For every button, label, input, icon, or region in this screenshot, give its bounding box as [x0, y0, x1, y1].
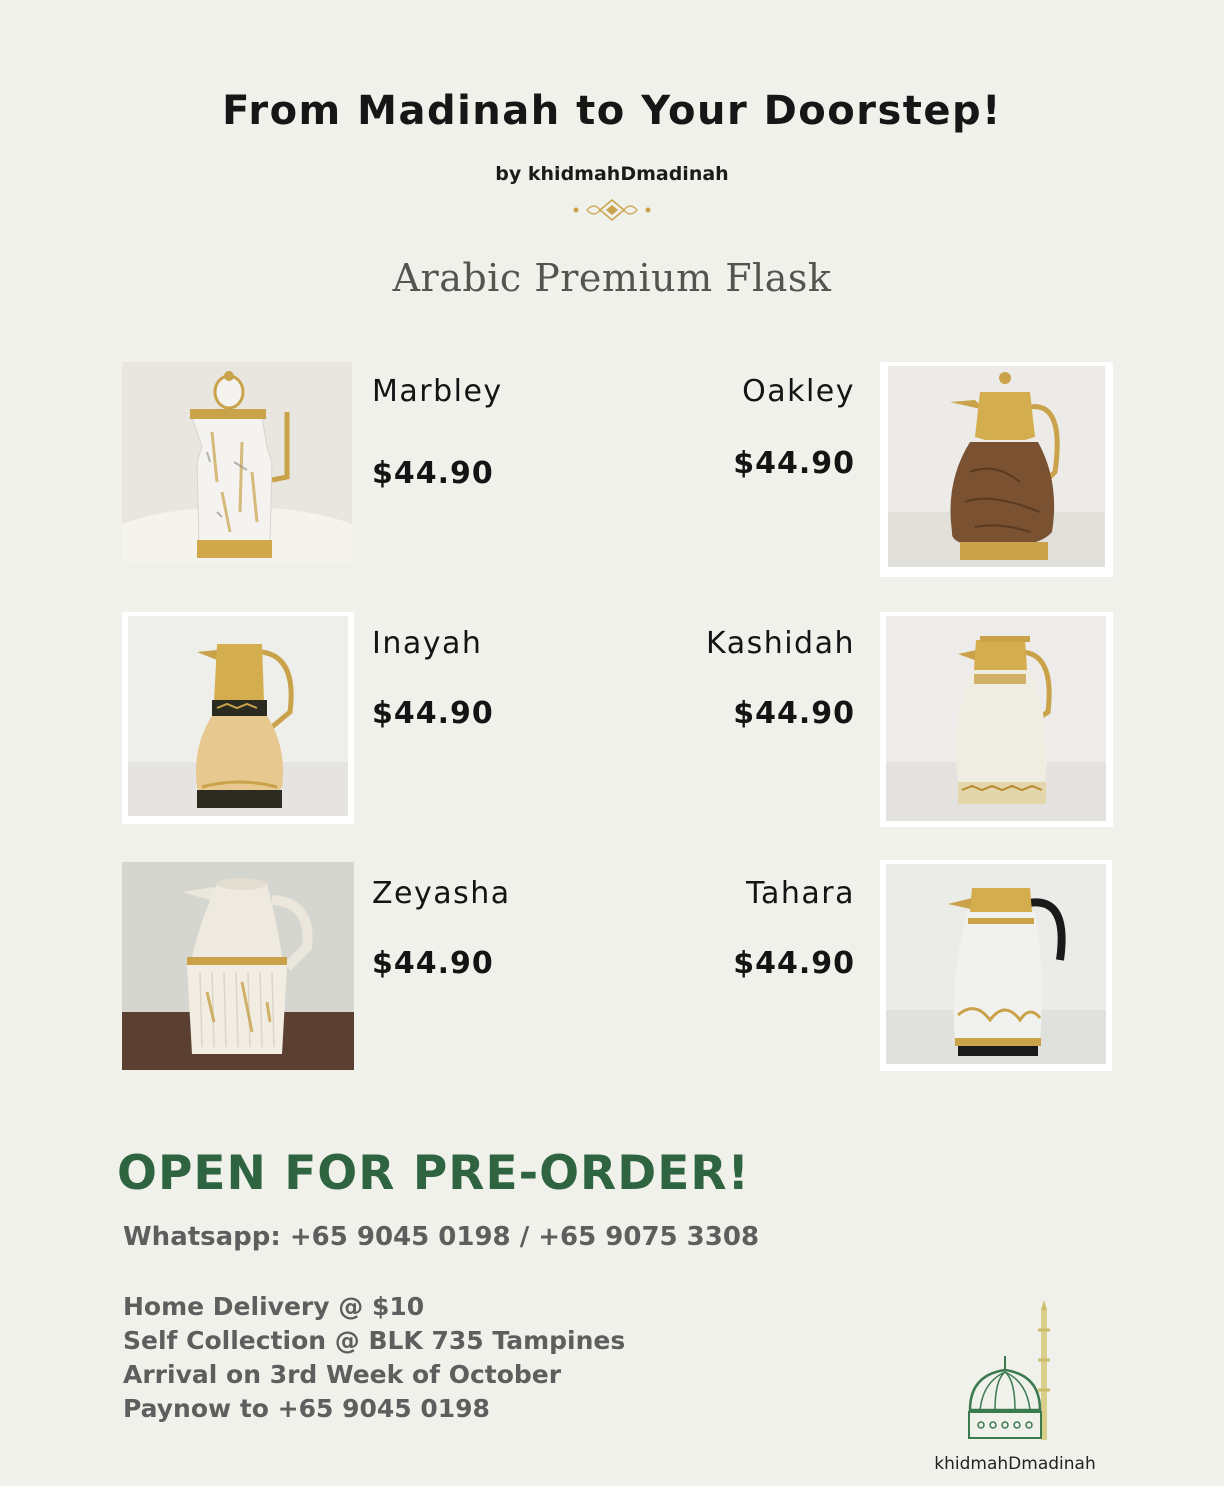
product-price-oakley: $44.90 — [733, 446, 855, 481]
product-image-kashidah — [880, 612, 1113, 827]
product-price-inayah: $44.90 — [372, 696, 494, 731]
headline: From Madinah to Your Doorstep! — [222, 88, 1002, 134]
product-price-tahara: $44.90 — [733, 946, 855, 981]
ornamental-divider — [362, 196, 862, 224]
product-image-oakley — [880, 362, 1113, 577]
paynow-info: Paynow to +65 9045 0198 — [123, 1394, 490, 1423]
delivery-info: Home Delivery @ $10 — [123, 1292, 425, 1321]
arrival-info: Arrival on 3rd Week of October — [123, 1360, 562, 1389]
brand-logo-text: khidmahDmadinah — [934, 1454, 1096, 1474]
product-name-oakley: Oakley — [742, 374, 855, 409]
product-name-tahara: Tahara — [746, 876, 855, 911]
mosque-logo-icon — [935, 1300, 1055, 1450]
section-title: Arabic Premium Flask — [392, 256, 832, 300]
product-name-inayah: Inayah — [372, 626, 483, 661]
product-name-kashidah: Kashidah — [706, 626, 855, 661]
product-price-kashidah: $44.90 — [733, 696, 855, 731]
collection-info: Self Collection @ BLK 735 Tampines — [123, 1326, 626, 1355]
product-name-zeyasha: Zeyasha — [372, 876, 511, 911]
whatsapp-contact: Whatsapp: +65 9045 0198 / +65 9075 3308 — [123, 1222, 760, 1252]
product-image-zeyasha — [122, 862, 354, 1070]
byline: by khidmahDmadinah — [495, 163, 729, 185]
product-price-marbley: $44.90 — [372, 456, 494, 491]
preorder-heading: OPEN FOR PRE-ORDER! — [117, 1146, 750, 1201]
product-name-marbley: Marbley — [372, 374, 503, 409]
product-image-marbley — [122, 362, 352, 562]
product-price-zeyasha: $44.90 — [372, 946, 494, 981]
product-image-inayah — [122, 612, 354, 824]
product-image-tahara — [880, 860, 1112, 1071]
